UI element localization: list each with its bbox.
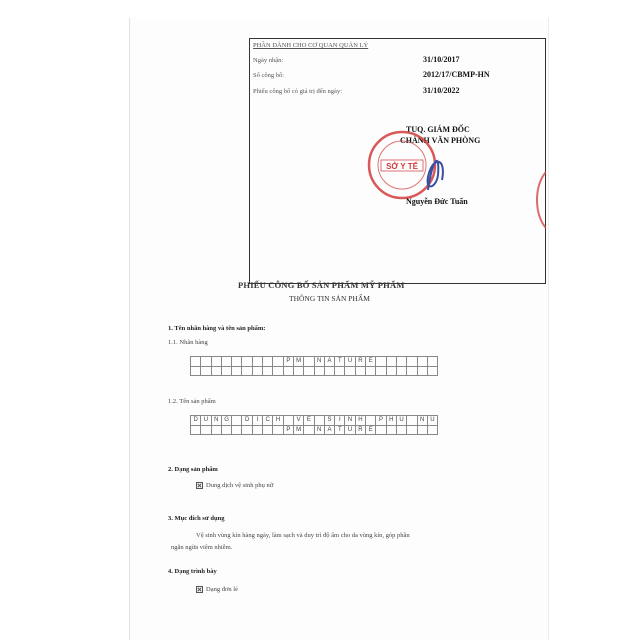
grid-cell xyxy=(417,425,427,435)
grid-cell: D xyxy=(191,416,201,426)
grid-cell xyxy=(211,366,221,376)
grid-cell xyxy=(221,357,231,367)
brand-row xyxy=(191,357,438,367)
grid-cell xyxy=(376,366,386,376)
announcement-number-label: Số công bố: xyxy=(253,72,285,79)
presentation-text: Dạng đơn lẻ xyxy=(206,586,238,593)
grid-cell: A xyxy=(324,425,334,435)
grid-cell xyxy=(191,357,201,367)
grid-cell xyxy=(376,357,386,367)
product-row xyxy=(191,416,438,426)
grid-cell xyxy=(201,357,211,367)
checkbox-icon xyxy=(196,482,203,489)
grid-cell: S xyxy=(324,416,334,426)
product-grid xyxy=(190,415,438,435)
grid-cell xyxy=(396,366,406,376)
grid-cell: G xyxy=(221,416,231,426)
checkbox-icon xyxy=(196,586,203,593)
edge-stamp-icon xyxy=(532,170,546,230)
product-row xyxy=(191,425,438,435)
grid-cell xyxy=(263,357,273,367)
grid-cell: U xyxy=(345,425,355,435)
stamp-text: SỞ Y TẾ xyxy=(386,162,418,171)
section-2-heading: 2. Dạng sản phẩm xyxy=(168,466,218,473)
grid-cell xyxy=(201,366,211,376)
grid-cell xyxy=(366,366,376,376)
grid-cell xyxy=(314,416,324,426)
grid-cell: I xyxy=(252,416,262,426)
grid-cell: N xyxy=(211,416,221,426)
product-form-option xyxy=(196,482,273,489)
grid-cell: T xyxy=(335,357,345,367)
grid-cell xyxy=(407,357,417,367)
grid-cell: E xyxy=(366,425,376,435)
grid-cell xyxy=(232,366,242,376)
grid-cell: M xyxy=(293,425,303,435)
brand-grid xyxy=(190,356,438,376)
grid-cell xyxy=(407,425,417,435)
grid-cell xyxy=(407,366,417,376)
grid-cell xyxy=(324,366,334,376)
grid-cell xyxy=(376,425,386,435)
grid-cell: V xyxy=(293,416,303,426)
grid-cell xyxy=(314,366,324,376)
grid-cell: D xyxy=(242,416,252,426)
grid-cell xyxy=(396,357,406,367)
grid-cell xyxy=(293,366,303,376)
grid-cell xyxy=(417,357,427,367)
purpose-text-line-1: Vệ sinh vùng kín hàng ngày, làm sạch và duy trì độ ẩm cho da vùng kín, góp phần xyxy=(196,532,410,539)
grid-cell xyxy=(201,425,211,435)
valid-until-label: Phiếu công bố có giá trị đến ngày: xyxy=(253,88,342,95)
grid-cell xyxy=(242,357,252,367)
grid-cell: M xyxy=(293,357,303,367)
grid-cell xyxy=(211,357,221,367)
presentation-option xyxy=(196,586,238,593)
grid-cell: N xyxy=(345,416,355,426)
grid-cell: U xyxy=(427,416,437,426)
grid-cell xyxy=(417,366,427,376)
signer-name: Nguyễn Đức Tuấn xyxy=(406,197,468,206)
grid-cell: N xyxy=(314,425,324,435)
grid-cell xyxy=(263,366,273,376)
announcement-number-value: 2012/17/CBMP-HN xyxy=(423,70,490,79)
grid-cell: C xyxy=(263,416,273,426)
document-title: PHIẾU CÔNG BỐ SẢN PHẨM MỸ PHẨM xyxy=(238,280,405,290)
grid-cell: E xyxy=(366,357,376,367)
grid-cell xyxy=(304,425,314,435)
grid-cell xyxy=(252,357,262,367)
grid-cell: U xyxy=(201,416,211,426)
grid-cell xyxy=(304,357,314,367)
grid-cell xyxy=(252,425,262,435)
grid-cell xyxy=(273,425,283,435)
received-date-value: 31/10/2017 xyxy=(423,55,460,64)
grid-cell: H xyxy=(273,416,283,426)
section-1-heading: 1. Tên nhãn hàng và tên sản phẩm: xyxy=(168,325,266,332)
purpose-text-line-2: ngăn ngừa viêm nhiễm. xyxy=(171,544,233,551)
grid-cell: N xyxy=(417,416,427,426)
signature-title-1: TUQ. GIÁM ĐỐC xyxy=(406,125,470,134)
grid-cell xyxy=(283,416,293,426)
grid-cell xyxy=(407,416,417,426)
grid-cell xyxy=(232,357,242,367)
grid-cell xyxy=(355,366,365,376)
grid-cell: H xyxy=(355,416,365,426)
grid-cell xyxy=(304,366,314,376)
grid-cell xyxy=(252,366,262,376)
grid-cell xyxy=(386,357,396,367)
grid-cell: P xyxy=(283,425,293,435)
grid-cell xyxy=(211,425,221,435)
grid-cell xyxy=(242,366,252,376)
grid-cell xyxy=(232,416,242,426)
grid-cell xyxy=(427,357,437,367)
grid-cell: N xyxy=(314,357,324,367)
grid-cell xyxy=(386,425,396,435)
grid-cell xyxy=(191,366,201,376)
grid-cell: R xyxy=(355,357,365,367)
grid-cell: P xyxy=(283,357,293,367)
grid-cell xyxy=(396,425,406,435)
grid-cell: H xyxy=(386,416,396,426)
grid-cell xyxy=(221,366,231,376)
grid-cell: I xyxy=(335,416,345,426)
document-subtitle: THÔNG TIN SẢN PHẨM xyxy=(289,294,370,303)
section-3-heading: 3. Mục đích sử dụng xyxy=(168,515,225,522)
grid-cell: E xyxy=(304,416,314,426)
grid-cell: R xyxy=(355,425,365,435)
grid-cell xyxy=(427,425,437,435)
office-header: PHẦN DÀNH CHO CƠ QUAN QUẢN LÝ xyxy=(253,42,369,49)
grid-cell xyxy=(273,366,283,376)
product-label: 1.2. Tên sản phẩm xyxy=(168,398,216,405)
grid-cell: U xyxy=(396,416,406,426)
grid-cell xyxy=(273,357,283,367)
grid-cell xyxy=(221,425,231,435)
valid-until-value: 31/10/2022 xyxy=(423,86,460,95)
grid-cell xyxy=(386,366,396,376)
grid-cell xyxy=(345,366,355,376)
received-date-label: Ngày nhận: xyxy=(253,57,284,64)
grid-cell: T xyxy=(335,425,345,435)
brand-label: 1.1. Nhãn hàng xyxy=(168,339,208,346)
grid-cell: U xyxy=(345,357,355,367)
grid-cell xyxy=(366,416,376,426)
brand-row xyxy=(191,366,438,376)
grid-cell xyxy=(232,425,242,435)
grid-cell xyxy=(191,425,201,435)
grid-cell xyxy=(242,425,252,435)
grid-cell xyxy=(263,425,273,435)
grid-cell xyxy=(283,366,293,376)
grid-cell xyxy=(427,366,437,376)
section-4-heading: 4. Dạng trình bày xyxy=(168,568,217,575)
grid-cell: P xyxy=(376,416,386,426)
grid-cell: A xyxy=(324,357,334,367)
signature-title-2: CHÁNH VĂN PHÒNG xyxy=(400,136,481,145)
product-form-text: Dung dịch vệ sinh phụ nữ xyxy=(206,482,274,489)
grid-cell xyxy=(335,366,345,376)
